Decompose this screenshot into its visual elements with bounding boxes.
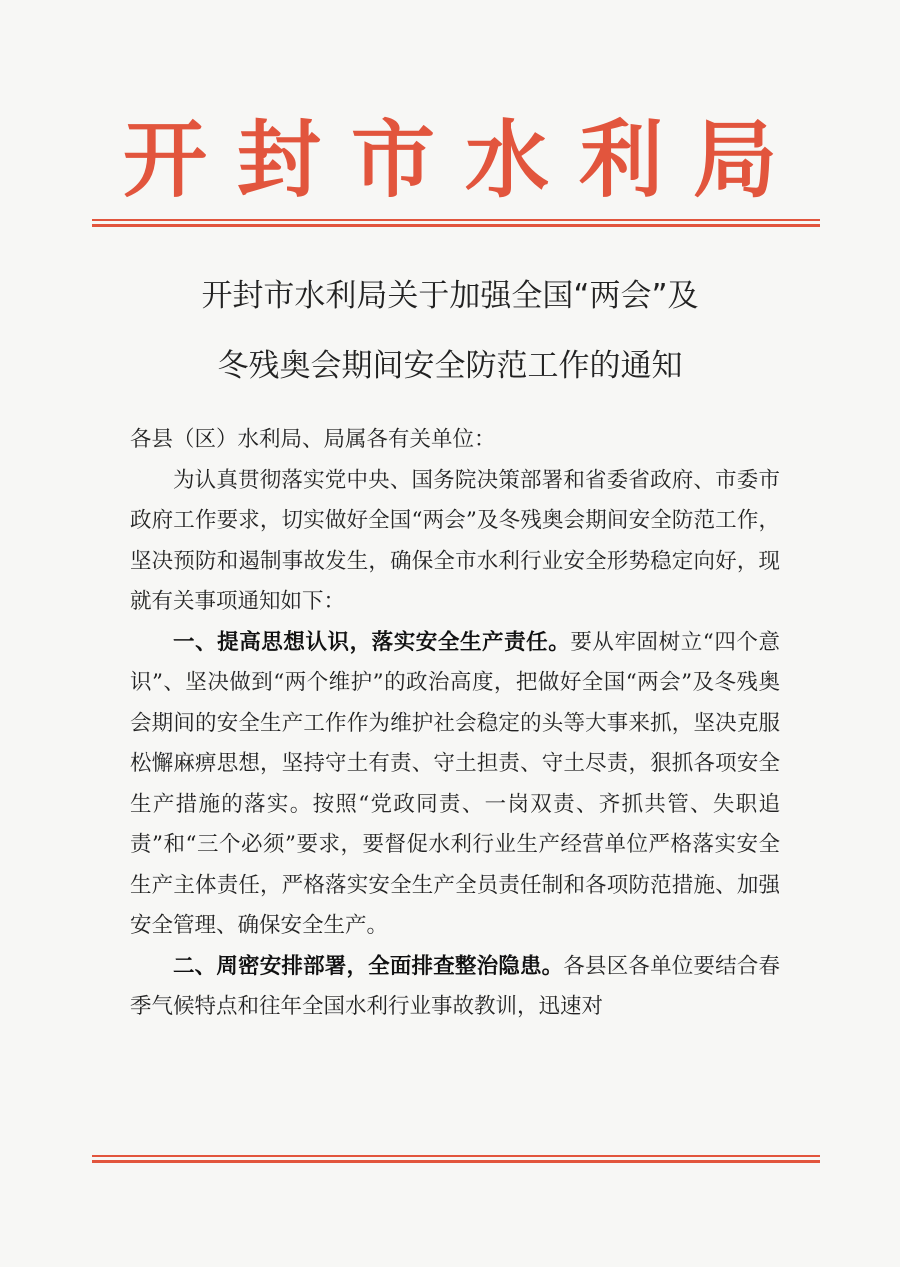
intro-paragraph: 为认真贯彻落实党中央、国务院决策部署和省委省政府、市委市政府工作要求，切实做好全国“两会”及冬残奥会期间安全防范工作，坚决预防和遏制事故发生，确保全市水利行业安全形势稳定向好，现就有关事项通知如下： [130, 467, 780, 614]
salutation: 各县（区）水利局、局属各有关单位： [130, 427, 496, 452]
section-1-heading: 一、提高思想认识，落实安全生产责任。 [173, 629, 571, 655]
section-1-text: 要从牢固树立“四个意识”、坚决做到“两个维护”的政治高度，把做好全国“两会”及冬残奥会期间的安全生产工作作为维护社会稳定的头等大事来抓，坚决克服松懈麻痹思想，坚持守土有责、守土担责、守土尽责，狠抓各项安全生产措施的落实。按照“党政同责、一岗双责、齐抓共管、失职追责”和“三个必须”要求，要督促水利行业生产经营单位严格落实安全生产主体责任，严格落实安全生产全员责任制和各项防范措施、加强安全管理、确保安全生产。 [130, 629, 780, 938]
letterhead-org-name: 开封市水利局 [122, 110, 807, 209]
section-2-text: 各县区各单位要结合春季气候特点和往年全国水利行业事故教训，迅速对 [130, 953, 780, 1019]
document-body [130, 420, 780, 1028]
section-1-paragraph [130, 623, 780, 947]
document-title-line-2: 冬残奥会期间安全防范工作的通知 [217, 348, 683, 384]
section-2-paragraph [130, 947, 780, 1028]
letterhead-divider-thin [92, 219, 820, 221]
section-2-heading: 二、周密安排部署，全面排查整治隐患。 [173, 953, 564, 979]
letterhead-divider-thick [92, 224, 820, 227]
footer-divider-thick [92, 1160, 820, 1163]
document-title-line-1: 开封市水利局关于加强全国“两会”及 [201, 278, 699, 314]
footer-divider-thin [92, 1155, 820, 1157]
